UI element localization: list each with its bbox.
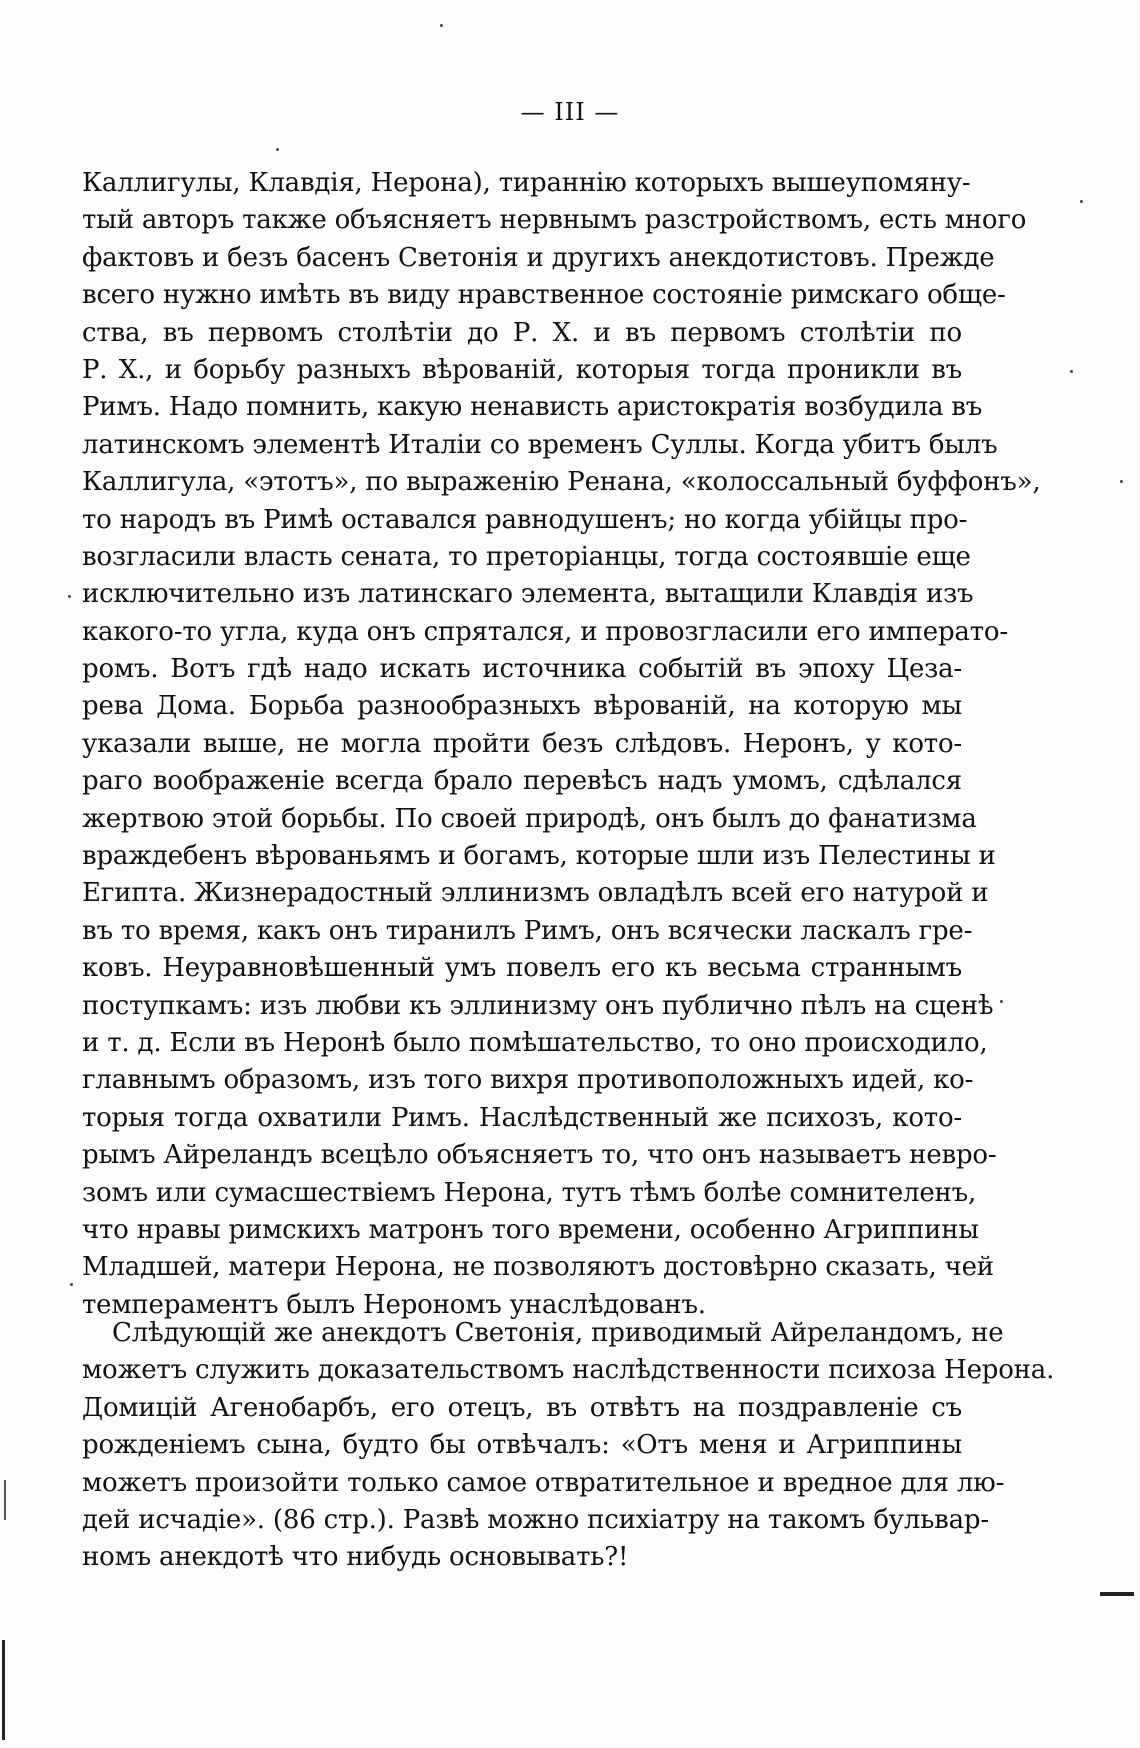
scan-speck [70, 1283, 73, 1286]
scan-edge-mark [4, 1480, 6, 1520]
text-line: темпераментъ былъ Нерономъ унаслѣдованъ. [82, 1289, 706, 1320]
page-number-header: — III — [520, 98, 620, 126]
text-line: что нравы римскихъ матронъ того времени, особенно Агриппины [82, 1214, 979, 1245]
text-line: можетъ служить доказательствомъ наслѣдственности психоза Нерона. [82, 1355, 1055, 1386]
scan-edge-mark [1100, 1592, 1134, 1596]
text-line: номъ анекдотѣ что нибудь основывать?! [82, 1542, 629, 1573]
text-line: ковъ. Неуравновѣшенный умъ повелъ его къ весьма страннымъ [82, 953, 962, 984]
scan-speck [1070, 370, 1073, 373]
text-line: раго воображеніе всегда брало перевѣсъ надъ умомъ, сдѣлался [82, 766, 962, 797]
text-line: ства, въ первомъ столѣтіи до Р. Х. и въ первомъ столѣтіи по [82, 317, 962, 348]
text-line: можетъ произойти только самое отвратительное и вредное для лю- [82, 1467, 1005, 1498]
text-line: Египта. Жизнерадостный эллинизмъ овладѣлъ всей его натурой и [82, 878, 989, 909]
text-line: Каллигулы, Клавдія, Нерона), тираннію которыхъ вышеупомяну- [82, 168, 971, 198]
text-line: то народъ въ Римѣ оставался равнодушенъ; но когда убійцы про- [82, 504, 968, 535]
text-line: главнымъ образомъ, изъ того вихря противоположныхъ идей, ко- [82, 1065, 974, 1096]
scan-speck [276, 148, 279, 151]
text-line: всего нужно имѣть въ виду нравственное состояніе римскаго обще- [82, 280, 1006, 311]
text-line: рымъ Айреландъ всецѣло объясняетъ то, что онъ называетъ невро- [82, 1140, 997, 1171]
paragraph-2 [82, 1315, 1055, 1577]
text-line: Домицій Агенобарбъ, его отецъ, въ отвѣтъ на поздравленіе съ [82, 1392, 962, 1423]
text-line: ромъ. Вотъ гдѣ надо искать источника событій въ эпоху Цеза- [82, 654, 962, 685]
text-line: и т. д. Если въ Неронѣ было помѣшательство, то оно происходило, [82, 1027, 988, 1058]
text-line: возгласили власть сената, то преторіанцы, тогда состоявшіе еще [82, 541, 971, 572]
text-line: Римъ. Надо помнить, какую ненависть аристократія возбудила въ [82, 392, 983, 423]
scan-speck [68, 595, 71, 598]
text-line: въ то время, какъ онъ тиранилъ Римъ, онъ всячески ласкалъ гре- [82, 915, 973, 946]
text-line: дей исчадіе». (86 стр.). Развѣ можно психіатру на такомъ бульвар- [82, 1504, 989, 1535]
text-line: рожденіемъ сына, будто бы отвѣчалъ: «Отъ меня и Агриппины [82, 1430, 962, 1461]
text-line: Слѣдующій же анекдотъ Светонія, приводимый Айреландомъ, не [112, 1318, 1004, 1348]
text-line: рева Дома. Борьба разнообразныхъ вѣрованій, на которую мы [82, 691, 962, 722]
text-line: жертвою этой борьбы. По своей природѣ, онъ былъ до фанатизма [82, 803, 977, 834]
text-line: латинскомъ элементѣ Италіи со временъ Суллы. Когда убитъ былъ [82, 429, 998, 460]
text-line: зомъ или сумасшествіемъ Нерона, тутъ тѣмъ болѣе сомнителенъ, [82, 1177, 977, 1208]
text-line: какого-то угла, куда онъ спрятался, и провозгласили его императо- [82, 616, 1008, 647]
text-line: тый авторъ также объясняетъ нервнымъ разстройствомъ, есть много [82, 205, 1027, 236]
scan-edge-mark [2, 1640, 5, 1740]
paragraph-1 [82, 165, 1041, 1324]
text-line: фактовъ и безъ басенъ Светонія и другихъ анекдотистовъ. Прежде [82, 242, 995, 273]
text-line: исключительно изъ латинскаго элемента, вытащили Клавдія изъ [82, 579, 974, 610]
text-line: Каллигула, «этотъ», по выраженію Ренана, «колоссальный буффонъ», [82, 467, 1041, 498]
scan-speck [1080, 200, 1083, 203]
scan-speck [1000, 1000, 1003, 1003]
text-line: указали выше, не могла пройти безъ слѣдовъ. Неронъ, у кото- [82, 728, 962, 759]
scan-speck [1120, 480, 1123, 483]
text-line: Р. Х., и борьбу разныхъ вѣрованій, которыя тогда проникли въ [82, 354, 962, 385]
scan-speck [440, 24, 443, 27]
text-line: Младшей, матери Нерона, не позволяютъ достовѣрно сказать, чей [82, 1252, 994, 1283]
text-line: поступкамъ: изъ любви къ эллинизму онъ публично пѣлъ на сценѣ [82, 990, 994, 1021]
text-line: враждебенъ вѣрованьямъ и богамъ, которые шли изъ Пелестины и [82, 841, 996, 872]
text-line: торыя тогда охватили Римъ. Наслѣдственный же психозъ, кото- [82, 1102, 962, 1133]
